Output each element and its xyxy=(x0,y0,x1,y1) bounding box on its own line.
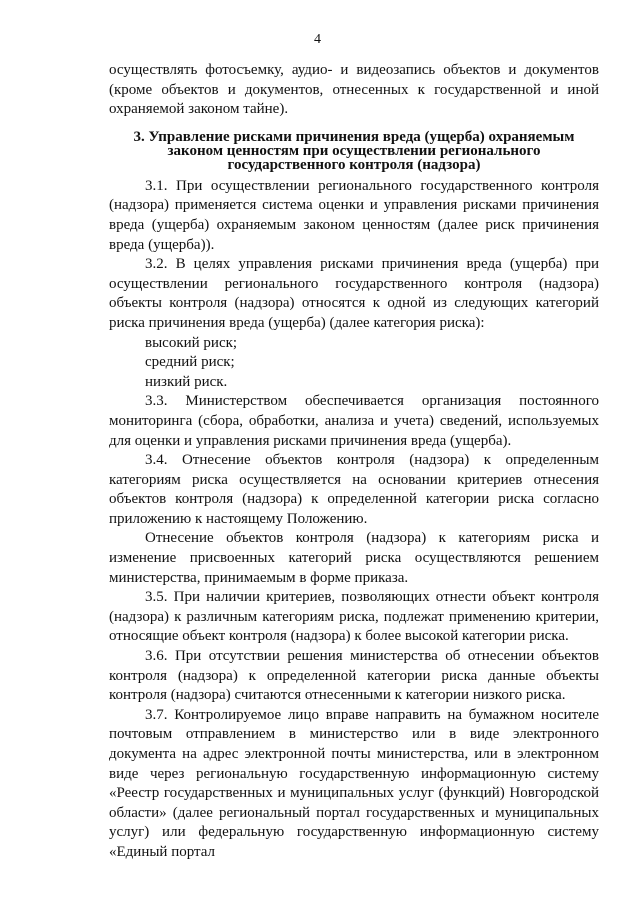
paragraph-3-4: 3.4. Отнесение объектов контроля (надзора) к определенным категориям риска осуществляется на основании критериев отнесения объектов контроля (надзора) к определенной категории риска согласно приложению к настоящему Положению. xyxy=(109,452,599,527)
paragraph-3-2: 3.2. В целях управления рисками причинения вреда (ущерба) при осуществлении регионального государственного контроля (надзора) объекты контроля (надзора) относятся к одной из следующих категорий риска причинения вреда (ущерба) (далее категория риска): xyxy=(109,256,599,331)
document-body xyxy=(109,61,599,863)
paragraph-3-7: 3.7. Контролируемое лицо вправе направить на бумажном носителе почтовым отправлением в министерство или в виде электронного документа на адрес электронной почты министерства, или в электронном виде через региональную государственную информационную систему «Реестр государственных и муниципальных услуг (функций) Новгородской области» (далее региональный портал государственных и муниципальных услуг) или федеральную государственную информационную систему «Единый портал xyxy=(109,706,599,860)
page-number: 4 xyxy=(314,32,321,47)
section-heading: 3. Управление рисками причинения вреда (ущерба) охраняемым законом ценностям при осуществлении регионального государственного контроля (надзора) xyxy=(133,128,575,173)
paragraph-3-6: 3.6. При отсутствии решения министерства об отнесении объектов контроля (надзора) к определенной категории риска данные объекты контроля (надзора) считаются отнесенными к категории низкого риска. xyxy=(109,648,599,704)
paragraph-3-3: 3.3. Министерством обеспечивается организация постоянного мониторинга (сбора, обработки, анализа и учета) сведений, используемых для оценки и управления рисками причинения вреда (ущерба). xyxy=(109,393,599,449)
risk-high-item: высокий риск; xyxy=(145,334,238,351)
paragraph-3-5: 3.5. При наличии критериев, позволяющих отнести объект контроля (надзора) к различным категориям риска, подлежат применению критерии, относящие объект контроля (надзора) к более высокой категории риска. xyxy=(109,589,599,645)
paragraph-3-4-b: Отнесение объектов контроля (надзора) к категориям риска и изменение присвоенных категорий риска осуществляются решением министерства, принимаемым в форме приказа. xyxy=(109,530,599,586)
paragraph-3-1: 3.1. При осуществлении регионального государственного контроля (надзора) применяется система оценки и управления рисками причинения вреда (ущерба) охраняемым законом ценностям (далее риск причинения вреда (ущерба)). xyxy=(109,177,599,253)
intro-paragraph: осуществлять фотосъемку, аудио- и видеозапись объектов и документов (кроме объектов и документов, отнесенных к государственной и иной охраняемой законом тайне). xyxy=(109,62,599,118)
risk-medium-item: средний риск; xyxy=(145,354,235,371)
risk-low-item: низкий риск. xyxy=(145,373,228,390)
